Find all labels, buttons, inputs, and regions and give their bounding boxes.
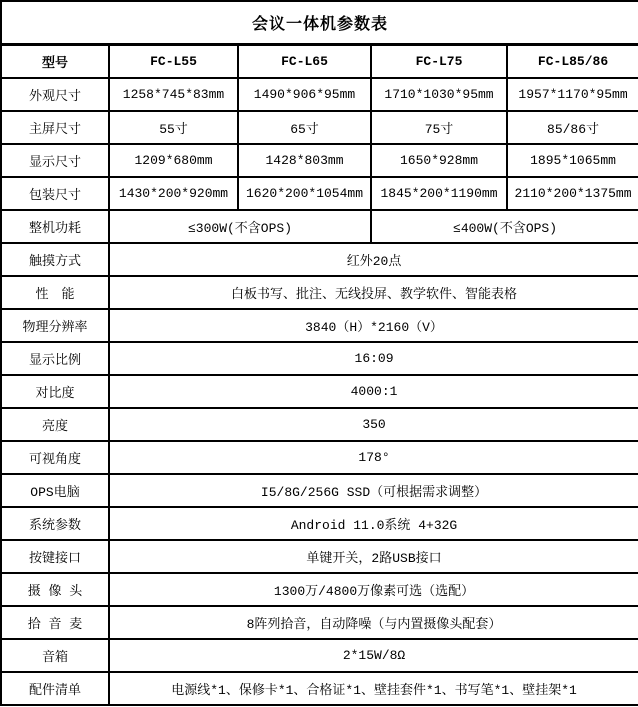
table-row-appearance-size bbox=[1, 78, 638, 111]
table-row-viewing-angle bbox=[1, 441, 638, 474]
table-row-performance bbox=[1, 276, 638, 309]
cell-value: 350 bbox=[109, 408, 638, 441]
row-label: 性 能 bbox=[1, 276, 109, 309]
cell-value: 1620*200*1054mm bbox=[238, 177, 371, 210]
page-title: 会议一体机参数表 bbox=[1, 1, 638, 45]
row-label: 系统参数 bbox=[1, 507, 109, 540]
cell-value: 1300万/4800万像素可选（选配） bbox=[109, 573, 638, 606]
table-row-microphone bbox=[1, 606, 638, 639]
table-row-main-screen-size bbox=[1, 111, 638, 144]
row-label: OPS电脑 bbox=[1, 474, 109, 507]
table-row-ops-computer bbox=[1, 474, 638, 507]
row-label: 物理分辨率 bbox=[1, 309, 109, 342]
row-label: 触摸方式 bbox=[1, 243, 109, 276]
cell-value: 红外20点 bbox=[109, 243, 638, 276]
cell-value: 电源线*1、保修卡*1、合格证*1、壁挂套件*1、书写笔*1、壁挂架*1 bbox=[109, 672, 638, 705]
cell-value: 1710*1030*95mm bbox=[371, 78, 507, 111]
table-row-power-consumption bbox=[1, 210, 638, 243]
cell-value: I5/8G/256G SSD（可根据需求调整） bbox=[109, 474, 638, 507]
cell-value: 1845*200*1190mm bbox=[371, 177, 507, 210]
row-label: 对比度 bbox=[1, 375, 109, 408]
table-row-system-parameters bbox=[1, 507, 638, 540]
cell-value: 1490*906*95mm bbox=[238, 78, 371, 111]
cell-value: 55寸 bbox=[109, 111, 238, 144]
header-row bbox=[1, 45, 638, 79]
col-header-fc-l55: FC-L55 bbox=[109, 45, 238, 79]
cell-value: 85/86寸 bbox=[507, 111, 638, 144]
table-row-display-size bbox=[1, 144, 638, 177]
cell-value: ≤400W(不含OPS) bbox=[371, 210, 638, 243]
cell-value: 3840（H）*2160（V） bbox=[109, 309, 638, 342]
cell-value: 65寸 bbox=[238, 111, 371, 144]
table-row-camera bbox=[1, 573, 638, 606]
table-row-touch-method bbox=[1, 243, 638, 276]
cell-value: 8阵列拾音，自动降噪（与内置摄像头配套） bbox=[109, 606, 638, 639]
col-header-model: 型号 bbox=[1, 45, 109, 79]
title-row bbox=[1, 1, 638, 45]
row-label: 外观尺寸 bbox=[1, 78, 109, 111]
cell-value: 1209*680mm bbox=[109, 144, 238, 177]
row-label: 整机功耗 bbox=[1, 210, 109, 243]
row-label: 显示比例 bbox=[1, 342, 109, 375]
cell-value: 75寸 bbox=[371, 111, 507, 144]
cell-value: 178° bbox=[109, 441, 638, 474]
table-row-brightness bbox=[1, 408, 638, 441]
table-row-aspect-ratio bbox=[1, 342, 638, 375]
table-row-contrast-ratio bbox=[1, 375, 638, 408]
row-label: 亮度 bbox=[1, 408, 109, 441]
cell-value: 1895*1065mm bbox=[507, 144, 638, 177]
row-label: 音箱 bbox=[1, 639, 109, 672]
cell-value: 1428*803mm bbox=[238, 144, 371, 177]
row-label: 按键接口 bbox=[1, 540, 109, 573]
cell-value: 白板书写、批注、无线投屏、教学软件、智能表格 bbox=[109, 276, 638, 309]
cell-value: 16:09 bbox=[109, 342, 638, 375]
table-row-button-interface bbox=[1, 540, 638, 573]
row-label: 可视角度 bbox=[1, 441, 109, 474]
table-row-speaker bbox=[1, 639, 638, 672]
table-row-accessories-list bbox=[1, 672, 638, 705]
cell-value: Android 11.0系统 4+32G bbox=[109, 507, 638, 540]
table-row-physical-resolution bbox=[1, 309, 638, 342]
table-row-package-size bbox=[1, 177, 638, 210]
col-header-fc-l85-86: FC-L85/86 bbox=[507, 45, 638, 79]
row-label: 包装尺寸 bbox=[1, 177, 109, 210]
row-label: 配件清单 bbox=[1, 672, 109, 705]
cell-value: 单键开关，2路USB接口 bbox=[109, 540, 638, 573]
cell-value: 4000:1 bbox=[109, 375, 638, 408]
cell-value: 2*15W/8Ω bbox=[109, 639, 638, 672]
cell-value: 1430*200*920mm bbox=[109, 177, 238, 210]
col-header-fc-l75: FC-L75 bbox=[371, 45, 507, 79]
row-label: 显示尺寸 bbox=[1, 144, 109, 177]
row-label: 摄 像 头 bbox=[1, 573, 109, 606]
cell-value: ≤300W(不含OPS) bbox=[109, 210, 371, 243]
cell-value: 1957*1170*95mm bbox=[507, 78, 638, 111]
row-label: 拾 音 麦 bbox=[1, 606, 109, 639]
row-label: 主屏尺寸 bbox=[1, 111, 109, 144]
cell-value: 2110*200*1375mm bbox=[507, 177, 638, 210]
col-header-fc-l65: FC-L65 bbox=[238, 45, 371, 79]
cell-value: 1258*745*83mm bbox=[109, 78, 238, 111]
cell-value: 1650*928mm bbox=[371, 144, 507, 177]
